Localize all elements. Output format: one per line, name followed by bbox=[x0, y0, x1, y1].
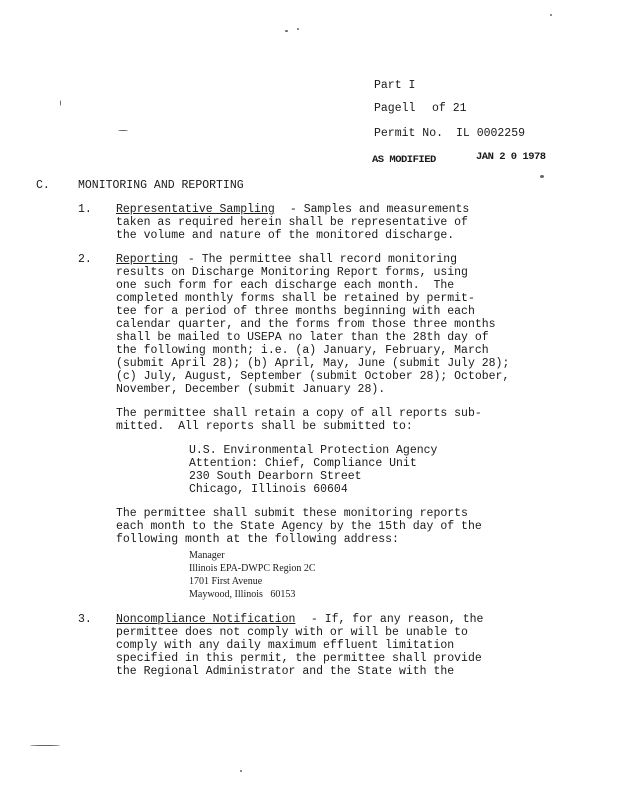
scan-speck bbox=[240, 770, 242, 772]
modified-stamp: AS MODIFIED bbox=[372, 154, 436, 166]
page-of: of 21 bbox=[432, 102, 467, 115]
address-line: Chicago, Illinois 60604 bbox=[189, 483, 348, 496]
scan-speck bbox=[550, 14, 552, 16]
scan-speck bbox=[118, 130, 128, 131]
address-line: Attention: Chief, Compliance Unit bbox=[189, 457, 417, 470]
body-line: November, December (submit January 28). bbox=[116, 383, 386, 396]
scan-speck bbox=[60, 100, 61, 106]
page-label: Pagell bbox=[374, 102, 416, 115]
body-line: the following month; i.e. (a) January, February, March bbox=[116, 344, 489, 357]
item-heading: Noncompliance Notification bbox=[116, 613, 296, 626]
address-line: U.S. Environmental Protection Agency bbox=[189, 444, 438, 457]
modified-date: JAN 2 0 1978 bbox=[476, 151, 546, 163]
section-title: MONITORING AND REPORTING bbox=[78, 179, 244, 192]
body-line: - The permittee shall record monitoring bbox=[181, 253, 458, 266]
body-line: permittee does not comply with or will be unable to bbox=[116, 626, 468, 639]
body-line: mitted. All reports shall be submitted to: bbox=[116, 420, 413, 433]
item-number: 1. bbox=[78, 203, 92, 216]
scan-speck bbox=[540, 175, 544, 178]
item-heading: Representative Sampling bbox=[116, 203, 275, 216]
body-line: each month to the State Agency by the 15th day of the bbox=[116, 520, 482, 533]
body-line: - If, for any reason, the bbox=[304, 613, 484, 626]
body-line: completed monthly forms shall be retained by permit- bbox=[116, 292, 475, 305]
scan-speck bbox=[297, 28, 299, 30]
body-line: following month at the following address: bbox=[116, 533, 399, 546]
item-heading: Reporting bbox=[116, 253, 179, 266]
body-line: tee for a period of three months beginning with each bbox=[116, 305, 475, 318]
body-line: results on Discharge Monitoring Report forms, using bbox=[116, 266, 468, 279]
item-number: 2. bbox=[78, 253, 92, 266]
scan-speck bbox=[285, 30, 288, 32]
permit-label: Permit No. bbox=[374, 127, 444, 140]
body-line: the volume and nature of the monitored discharge. bbox=[116, 229, 455, 242]
address-line: Manager bbox=[189, 550, 225, 561]
body-line: The permittee shall submit these monitoring reports bbox=[116, 507, 468, 520]
scan-speck bbox=[30, 745, 60, 746]
section-letter: C. bbox=[36, 179, 50, 192]
body-line: (submit April 28); (b) April, May, June (submit July 28); bbox=[116, 357, 510, 370]
address-line: 1701 First Avenue bbox=[189, 576, 263, 587]
body-line: the Regional Administrator and the State with the bbox=[116, 665, 455, 678]
body-line: specified in this permit, the permittee shall provide bbox=[116, 652, 482, 665]
body-line: calendar quarter, and the forms from those three months bbox=[116, 318, 496, 331]
address-line: 230 South Dearborn Street bbox=[189, 470, 362, 483]
address-line: Illinois EPA-DWPC Region 2C bbox=[189, 563, 316, 574]
address-line: Maywood, Illinois 60153 bbox=[189, 589, 296, 600]
body-line: shall be mailed to USEPA no later than the 28th day of bbox=[116, 331, 489, 344]
item-number: 3. bbox=[78, 613, 92, 626]
permit-number: IL 0002259 bbox=[456, 127, 526, 140]
body-line: The permittee shall retain a copy of all reports sub- bbox=[116, 407, 482, 420]
body-line: (c) July, August, September (submit October 28); October, bbox=[116, 370, 510, 383]
body-line: one such form for each discharge each month. The bbox=[116, 279, 455, 292]
body-line: comply with any daily maximum effluent limitation bbox=[116, 639, 455, 652]
body-line: taken as required herein shall be representative of bbox=[116, 216, 468, 229]
body-line: - Samples and measurements bbox=[283, 203, 470, 216]
part-label: Part I bbox=[374, 79, 416, 92]
